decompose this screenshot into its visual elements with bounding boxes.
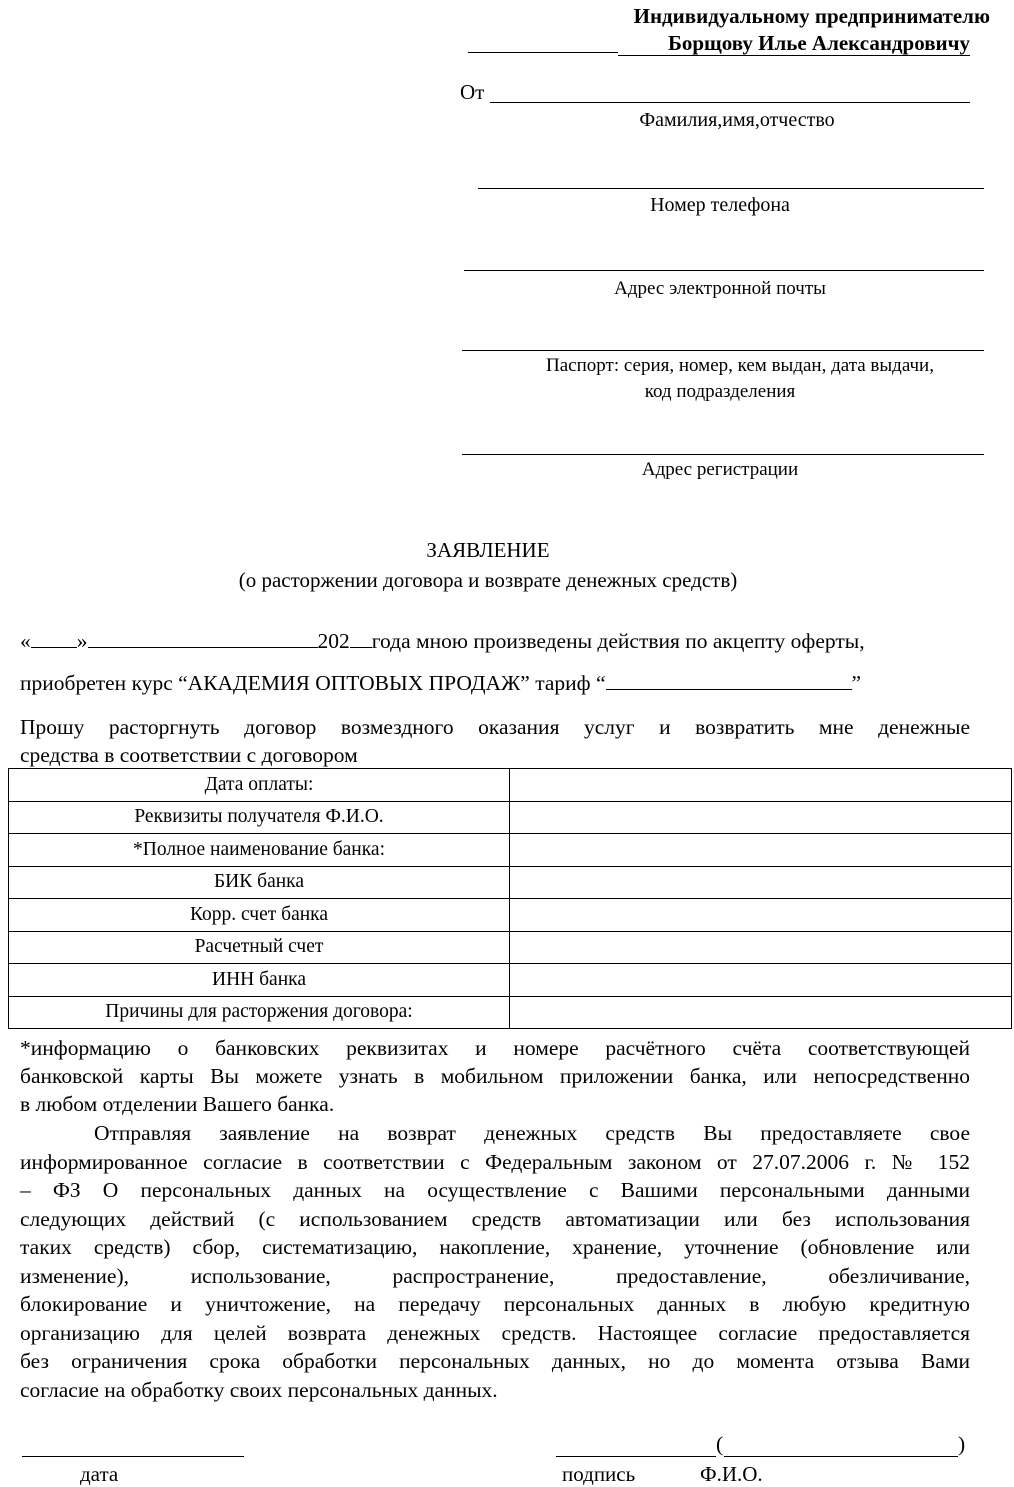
table-row <box>9 899 1012 932</box>
addressee-line2: Борщову Илье Александровичу <box>618 31 970 56</box>
email-field-line[interactable] <box>464 270 984 271</box>
document-title: ЗАЯВЛЕНИЕ <box>426 538 550 562</box>
document-subtitle: (о расторжении договора и возврате денежных средств) <box>238 568 738 592</box>
row-value[interactable] <box>510 931 1012 964</box>
course-suffix: ” <box>851 671 862 695</box>
course-prefix: приобретен курс “АКАДЕМИЯ ОПТОВЫХ ПРОДАЖ” тариф “ <box>20 671 606 695</box>
date-line <box>20 629 980 654</box>
consent-line: без ограничения срока обработки персональных данных, но до момента отзыва Вами <box>20 1349 970 1373</box>
row-label: Корр. счет банка <box>9 899 510 932</box>
signature-line[interactable] <box>556 1456 716 1457</box>
request-line-1: Прошу расторгнуть договор возмездного оказания услуг и возвратить мне денежные <box>20 715 970 739</box>
month-field[interactable] <box>88 629 318 648</box>
year-field[interactable] <box>350 629 372 648</box>
passport-caption-1: Паспорт: серия, номер, кем выдан, дата выдачи, <box>546 355 934 376</box>
row-value[interactable] <box>510 996 1012 1029</box>
date-open-quote: « <box>20 629 31 653</box>
table-row <box>9 834 1012 867</box>
table-row <box>9 866 1012 899</box>
addressee-line1: Индивидуальному предпринимателю <box>633 4 990 28</box>
paren-open: ( <box>716 1432 724 1456</box>
request-line-2: средства в соответствии с договором <box>20 743 358 767</box>
footnote-line-3: в любом отделении Вашего банка. <box>20 1092 335 1116</box>
fio-caption-bottom: Ф.И.О. <box>700 1462 763 1486</box>
requisites-table <box>8 768 1012 1029</box>
fio-caption: Фамилия,имя,отчество <box>639 109 835 131</box>
date-line-rest: года мною произведены действия по акцепту оферты, <box>371 629 865 653</box>
registration-caption: Адрес регистрации <box>641 459 799 480</box>
paren-close: ) <box>958 1432 966 1456</box>
consent-line: следующих действий (с использованием средств автоматизации или без использования <box>20 1207 970 1231</box>
phone-caption: Номер телефона <box>650 194 790 216</box>
date-close-quote: » <box>76 629 88 653</box>
row-label: Дата оплаты: <box>9 769 510 802</box>
row-value[interactable] <box>510 834 1012 867</box>
footnote-line-1: *информацию о банковских реквизитах и номере расчётного счёта соответствующей <box>20 1036 970 1060</box>
passport-field-line[interactable] <box>462 350 984 351</box>
consent-line: – ФЗ О персональных данных на осуществление с Вашими персональными данными <box>20 1178 970 1202</box>
row-label: БИК банка <box>9 866 510 899</box>
row-value[interactable] <box>510 866 1012 899</box>
consent-line: согласие на обработку своих персональных данных. <box>20 1378 498 1402</box>
phone-field-line[interactable] <box>478 188 984 189</box>
consent-line: информированное согласие в соответствии с Федеральным законом от 27.07.2006 г. № 152 <box>20 1150 970 1174</box>
course-line <box>20 671 980 696</box>
table-row <box>9 769 1012 802</box>
sign-caption: подпись <box>562 1462 636 1486</box>
fio-signature-line[interactable] <box>724 1456 958 1457</box>
passport-caption-2: код подразделения <box>644 381 796 402</box>
fio-field-line[interactable] <box>490 102 970 103</box>
row-label: *Полное наименование банка: <box>9 834 510 867</box>
registration-field-line[interactable] <box>462 454 984 455</box>
consent-line: Отправляя заявление на возврат денежных средств Вы предоставляете свое <box>94 1121 970 1145</box>
row-label: Реквизиты получателя Ф.И.О. <box>9 801 510 834</box>
date-signature-line[interactable] <box>22 1456 244 1457</box>
table-row <box>9 931 1012 964</box>
addressee-underline <box>468 52 618 53</box>
table-row <box>9 964 1012 997</box>
day-field[interactable] <box>31 629 77 648</box>
consent-line: блокирование и уничтожение, на передачу персональных данных в любую кредитную <box>20 1292 970 1316</box>
tariff-field[interactable] <box>606 671 852 690</box>
row-value[interactable] <box>510 801 1012 834</box>
footnote-line-2: банковской карты Вы можете узнать в мобильном приложении банка, или непосредственно <box>20 1064 970 1088</box>
row-label: ИНН банка <box>9 964 510 997</box>
table-row <box>9 996 1012 1029</box>
row-label: Расчетный счет <box>9 931 510 964</box>
date-caption: дата <box>80 1462 119 1486</box>
consent-line: изменение), использование, распространение, предоставление, обезличивание, <box>20 1264 970 1288</box>
from-label: От <box>460 80 485 104</box>
year-prefix: 202 <box>317 629 350 653</box>
row-label: Причины для расторжения договора: <box>9 996 510 1029</box>
table-row <box>9 801 1012 834</box>
row-value[interactable] <box>510 964 1012 997</box>
row-value[interactable] <box>510 769 1012 802</box>
consent-line: организацию для целей возврата денежных средств. Настоящее согласие предоставляется <box>20 1321 970 1345</box>
email-caption: Адрес электронной почты <box>614 278 826 299</box>
row-value[interactable] <box>510 899 1012 932</box>
consent-line: таких средств) сбор, систематизацию, накопление, хранение, уточнение (обновление или <box>20 1235 970 1259</box>
